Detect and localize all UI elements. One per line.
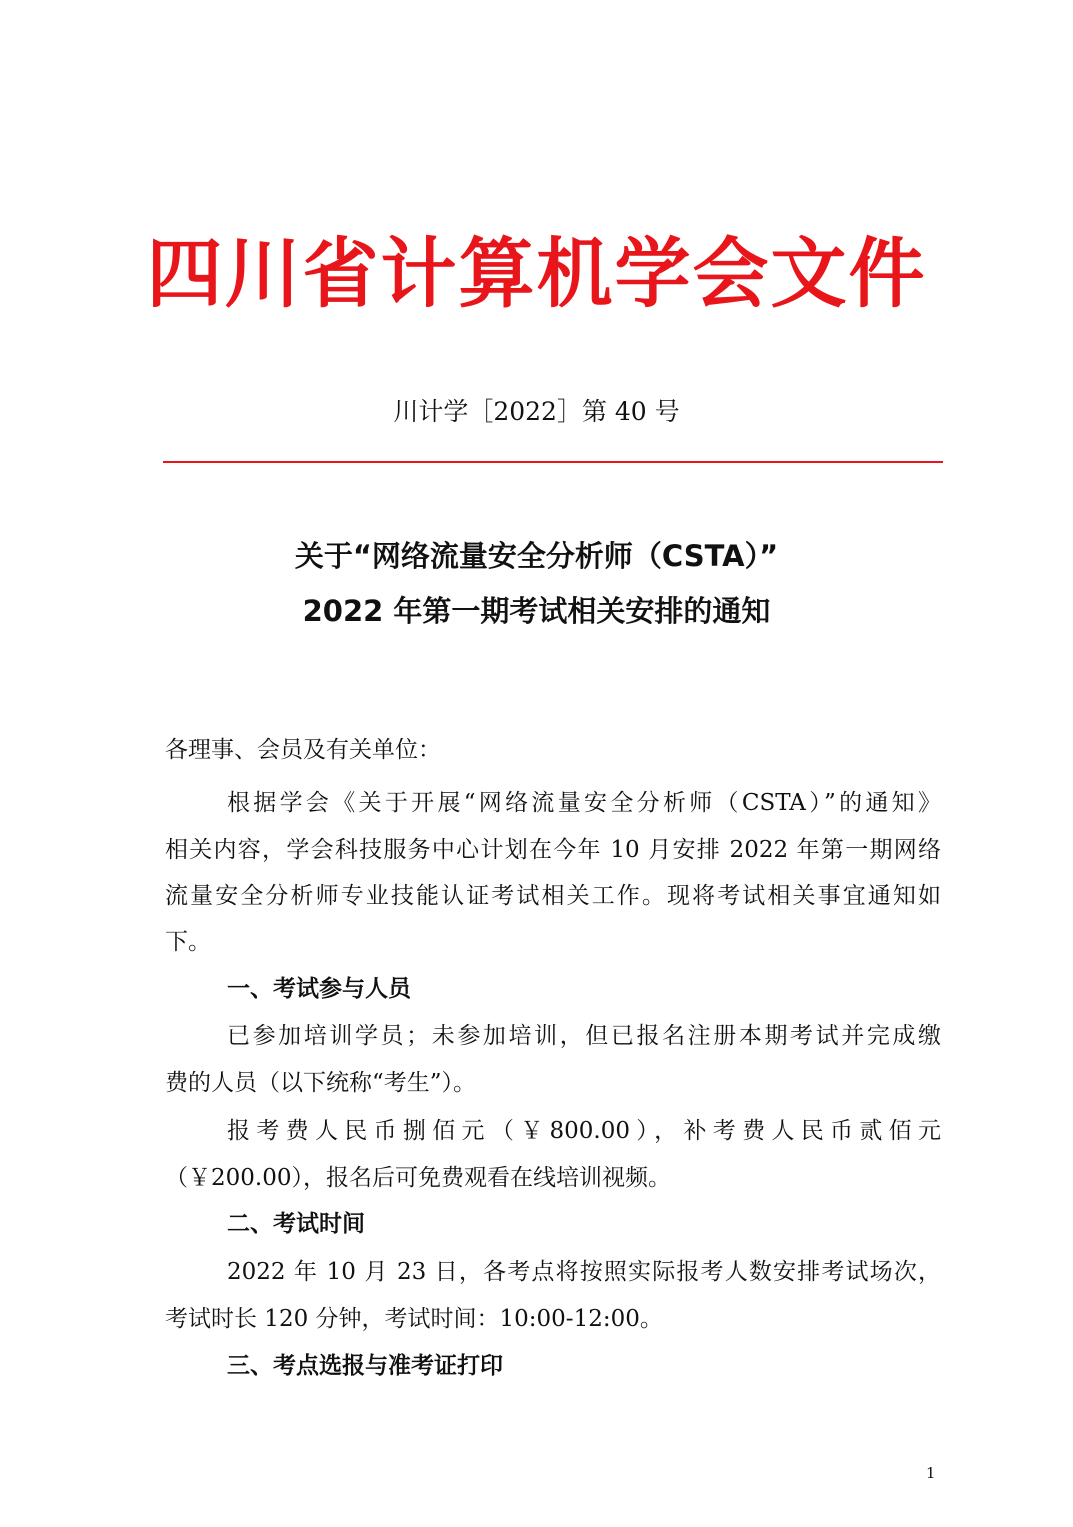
intro-line-3: 流量安全分析师专业技能认证考试相关工作。现将考试相关事宜通知如 (165, 883, 941, 909)
intro-line-2: 相关内容，学会科技服务中心计划在今年 10 月安排 2022 年第一期网络 (165, 837, 941, 863)
salutation: 各理事、会员及有关单位： (165, 737, 441, 763)
intro-line-1: 根据学会《关于开展“网络流量安全分析师（CSTA）”的通知》 (227, 790, 941, 816)
fee-line-1: 报考费人民币捌佰元（￥800.00），补考费人民币贰佰元 (227, 1118, 941, 1144)
fee-line-2: （￥200.00），报名后可免费观看在线培训视频。 (165, 1165, 671, 1191)
page-number: 1 (926, 1464, 936, 1482)
document-number: 川计学［2022］第 40 号 (393, 397, 680, 426)
participants-line-2: 费的人员（以下统称“考生”）。 (165, 1070, 477, 1096)
section-heading-participants: 一、考试参与人员 (227, 976, 411, 1002)
section-heading-venue: 三、考点选报与准考证打印 (227, 1353, 503, 1379)
intro-line-4: 下。 (165, 929, 211, 955)
participants-line-1: 已参加培训学员；未参加培训，但已报名注册本期考试并完成缴 (227, 1023, 941, 1049)
masthead-title: 四川省计算机学会文件 (146, 229, 927, 318)
red-divider-line (163, 461, 943, 463)
time-line-1: 2022 年 10 月 23 日，各考点将按照实际报考人数安排考试场次， (227, 1259, 941, 1285)
notice-title-line-1: 关于“网络流量安全分析师（CSTA）” (294, 539, 779, 573)
section-heading-time: 二、考试时间 (227, 1211, 365, 1237)
time-line-2: 考试时长 120 分钟，考试时间：10:00-12:00。 (165, 1306, 663, 1332)
notice-title-line-2: 2022 年第一期考试相关安排的通知 (302, 594, 771, 628)
